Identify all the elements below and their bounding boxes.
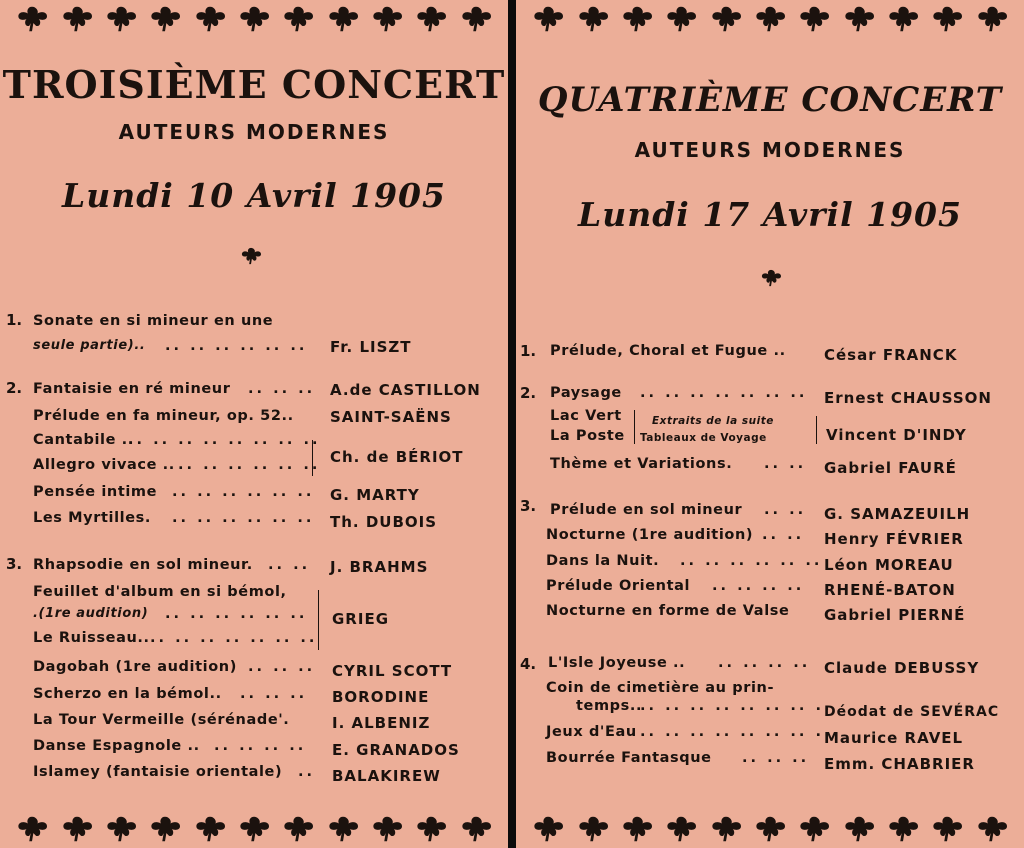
concert-title: QUATRIÈME CONCERT <box>537 80 1003 120</box>
section-number: 2. <box>520 384 537 402</box>
leaf-ornament-icon <box>930 814 964 844</box>
concert-date: Lundi 17 Avril 1905 <box>578 195 962 234</box>
section-number: 3. <box>6 555 23 573</box>
composer: G. MARTY <box>330 486 420 504</box>
leaf-ornament-icon <box>576 814 610 844</box>
leaf-ornament-icon <box>842 814 876 844</box>
piece-title: Dagobah (1re audition) <box>33 659 237 675</box>
leaf-ornament-icon <box>760 268 782 288</box>
composer: Léon MOREAU <box>824 556 954 574</box>
bracket <box>816 416 817 444</box>
leaf-ornament-icon <box>148 814 182 844</box>
piece-title: Les Myrtilles. <box>33 510 151 526</box>
composer: Ch. de BÉRIOT <box>330 448 464 466</box>
composer: CYRIL SCOTT <box>332 662 453 680</box>
piece-title: La Poste <box>550 428 625 444</box>
program-page-right: QUATRIÈME CONCERT AUTEURS MODERNES Lundi 17 Avril 1905 1. 2. 3. 4. Prélude, Choral et Fugue .. César FRANCK Paysage .. .. .. .. .. .. .. Ernest CHAUSSON Lac Vert La Poste Extraits de la suite Tableaux de Voyage Vincent D'INDY Thème et Variations. .. .. Gabriel FAURÉ Prélude en sol mineur .. .. G. SAMAZEUILH Nocturne (1re audition) .. .. Henry FÉVRIER Dans la Nuit. .. .. .. .. .. .. Léon MOREAU Prélude Oriental .. .. .. .. RHENÉ-BATON Nocturne en forme de Valse Gabriel PIERNÉ L'Isle Joyeuse .. .. .. .. .. Claude DEBUSSY Coin de cimetière au prin- temps.. .. .. .. .. .. .. .. .. Déodat de SEVÉRAC Jeux d'Eau .. .. .. .. .. .. .. .. Maurice RAVEL Bourrée Fantasque .. .. .. Emm. CHABRIER <box>516 0 1024 848</box>
leaf-ornament-icon <box>15 4 49 34</box>
piece-title: Rhapsodie en sol mineur. <box>33 557 253 573</box>
leaf-ornament-icon <box>664 814 698 844</box>
leaf-ornament-icon <box>709 4 743 34</box>
leaf-ornament-icon <box>15 814 49 844</box>
leaf-ornament-icon <box>459 814 493 844</box>
composer: Gabriel FAURÉ <box>824 459 957 477</box>
piece-title-continued: .(1re audition) <box>33 606 149 621</box>
leaf-ornament-icon <box>886 814 920 844</box>
composer: A.de CASTILLON <box>330 381 481 399</box>
composer: Maurice RAVEL <box>824 729 964 747</box>
leaf-ornament-icon <box>148 4 182 34</box>
section-number: 3. <box>520 497 537 515</box>
piece-title-continued: temps.. <box>576 698 643 714</box>
leaf-ornament-icon <box>193 4 227 34</box>
concert-subtitle: AUTEURS MODERNES <box>118 120 390 144</box>
piece-title: Feuillet d'album en si bémol, <box>33 584 287 600</box>
leaf-ornament-icon <box>414 814 448 844</box>
program-page-left: TROISIÈME CONCERT AUTEURS MODERNES Lundi 10 Avril 1905 1. 2. 3. Sonate en si mineur en une seule partie).. .. .. .. .. .. .. Fr. LISZT Fantaisie en ré mineur .. .. .. A.de CASTILLON Prélude en fa mineur, op. 52.. SAINT-SAËNS Cantabile .. .. .. .. .. .. .. .. .. Allegro vivace .. .. .. .. .. .. .. Ch. de BÉRIOT Pensée intime .. .. .. .. .. .. G. MARTY Les Myrtilles. .. .. .. .. .. .. Th. DUBOIS Rhapsodie en sol mineur. .. .. J. BRAHMS Feuillet d'album en si bémol, .(1re audition) .. .. .. .. .. .. Le Ruisseau.. .. .. .. .. .. .. .. GRIEG Dagobah (1re audition) .. .. .. CYRIL SCOTT Scherzo en la bémol.. .. .. .. BORODINE La Tour Vermeille (sérénade'. I. ALBENIZ Danse Espagnole .. .. .. .. .. E. GRANADOS Islamey (fantaisie orientale) .. BALAKIREW <box>0 0 508 848</box>
piece-title: Allegro vivace .. <box>33 457 175 473</box>
piece-title: Sonate en si mineur en une <box>33 313 274 329</box>
bracket <box>312 440 313 476</box>
composer: E. GRANADOS <box>332 741 460 759</box>
concert-date: Lundi 10 Avril 1905 <box>62 176 446 215</box>
leaf-ornament-icon <box>240 246 262 266</box>
piece-title: Scherzo en la bémol.. <box>33 686 222 702</box>
leaf-ornament-icon <box>60 814 94 844</box>
composer: César FRANCK <box>824 346 958 364</box>
leaf-ornament-icon <box>104 814 138 844</box>
piece-title: Le Ruisseau.. <box>33 630 150 646</box>
section-number: 1. <box>6 311 23 329</box>
leaf-ornament-icon <box>237 814 271 844</box>
leaf-ornament-icon <box>620 4 654 34</box>
piece-title: Pensée intime <box>33 484 158 500</box>
piece-title: L'Isle Joyeuse .. <box>548 655 686 671</box>
leaf-ornament-icon <box>326 4 360 34</box>
piece-title: Prélude en sol mineur <box>550 502 743 518</box>
composer: J. BRAHMS <box>330 558 429 576</box>
leaf-ornament-icon <box>620 814 654 844</box>
ornament-border-top <box>0 2 508 36</box>
piece-title: Nocturne en forme de Valse <box>546 603 790 619</box>
leaf-ornament-icon <box>531 814 565 844</box>
piece-title: Thème et Variations. <box>550 456 733 472</box>
composer: Claude DEBUSSY <box>824 659 980 677</box>
leaf-ornament-icon <box>709 814 743 844</box>
piece-title: Prélude Oriental <box>546 578 691 594</box>
leaf-ornament-icon <box>414 4 448 34</box>
piece-title: Prélude, Choral et Fugue .. <box>550 343 786 359</box>
leaf-ornament-icon <box>370 814 404 844</box>
composer: G. SAMAZEUILH <box>824 505 971 523</box>
leaf-ornament-icon <box>281 814 315 844</box>
piece-title: Coin de cimetière au prin- <box>546 680 775 696</box>
leaf-ornament-icon <box>60 4 94 34</box>
composer: SAINT-SAËNS <box>330 408 452 426</box>
composer: GRIEG <box>332 610 390 628</box>
composer: Vincent D'INDY <box>826 426 967 444</box>
leaf-ornament-icon <box>370 4 404 34</box>
bracket <box>634 410 635 444</box>
piece-title: Danse Espagnole .. <box>33 738 200 754</box>
piece-title: Bourrée Fantasque <box>546 750 712 766</box>
leaf-ornament-icon <box>193 814 227 844</box>
piece-title: Jeux d'Eau <box>546 724 637 740</box>
leaf-ornament-icon <box>753 814 787 844</box>
piece-title: Paysage <box>550 385 622 401</box>
piece-title: Prélude en fa mineur, op. 52.. <box>33 408 294 424</box>
piece-title: La Tour Vermeille (sérénade'. <box>33 712 290 728</box>
bracket <box>318 590 319 650</box>
piece-title: Cantabile .. <box>33 432 134 448</box>
leaf-ornament-icon <box>326 814 360 844</box>
composer: Fr. LISZT <box>330 338 412 356</box>
section-number: 1. <box>520 342 537 360</box>
piece-title: Dans la Nuit. <box>546 553 660 569</box>
leaf-ornament-icon <box>797 814 831 844</box>
leaf-ornament-icon <box>842 4 876 34</box>
piece-title: Islamey (fantaisie orientale) <box>33 764 283 780</box>
ornament-border-bottom <box>0 812 508 846</box>
composer: Th. DUBOIS <box>330 513 438 531</box>
composer: RHENÉ-BATON <box>824 581 956 599</box>
piece-title: Lac Vert <box>550 408 622 424</box>
ornament-border-bottom <box>516 812 1024 846</box>
composer: Déodat de SEVÉRAC <box>824 704 1000 720</box>
composer: Henry FÉVRIER <box>824 530 964 548</box>
leaf-ornament-icon <box>753 4 787 34</box>
composer: I. ALBENIZ <box>332 714 431 732</box>
leaf-ornament-icon <box>531 4 565 34</box>
leaf-ornament-icon <box>237 4 271 34</box>
leaf-ornament-icon <box>886 4 920 34</box>
leaf-ornament-icon <box>664 4 698 34</box>
concert-title: TROISIÈME CONCERT <box>2 62 506 107</box>
leaf-ornament-icon <box>104 4 138 34</box>
leaf-ornament-icon <box>459 4 493 34</box>
leaf-ornament-icon <box>797 4 831 34</box>
section-number: 4. <box>520 655 537 673</box>
composer: Ernest CHAUSSON <box>824 389 992 407</box>
suite-note: Tableaux de Voyage <box>640 432 767 444</box>
piece-title: Nocturne (1re audition) <box>546 527 754 543</box>
composer: Emm. CHABRIER <box>824 755 975 773</box>
section-number: 2. <box>6 379 23 397</box>
piece-title-continued: seule partie).. <box>33 338 146 353</box>
leaf-ornament-icon <box>975 814 1009 844</box>
composer: Gabriel PIERNÉ <box>824 606 966 624</box>
leaf-ornament-icon <box>930 4 964 34</box>
composer: BORODINE <box>332 688 430 706</box>
composer: BALAKIREW <box>332 767 441 785</box>
ornament-border-top <box>516 2 1024 36</box>
leaf-ornament-icon <box>281 4 315 34</box>
concert-subtitle: AUTEURS MODERNES <box>634 138 906 162</box>
piece-title: Fantaisie en ré mineur <box>33 381 231 397</box>
suite-note: Extraits de la suite <box>652 415 774 427</box>
leaf-ornament-icon <box>975 4 1009 34</box>
leaf-ornament-icon <box>576 4 610 34</box>
